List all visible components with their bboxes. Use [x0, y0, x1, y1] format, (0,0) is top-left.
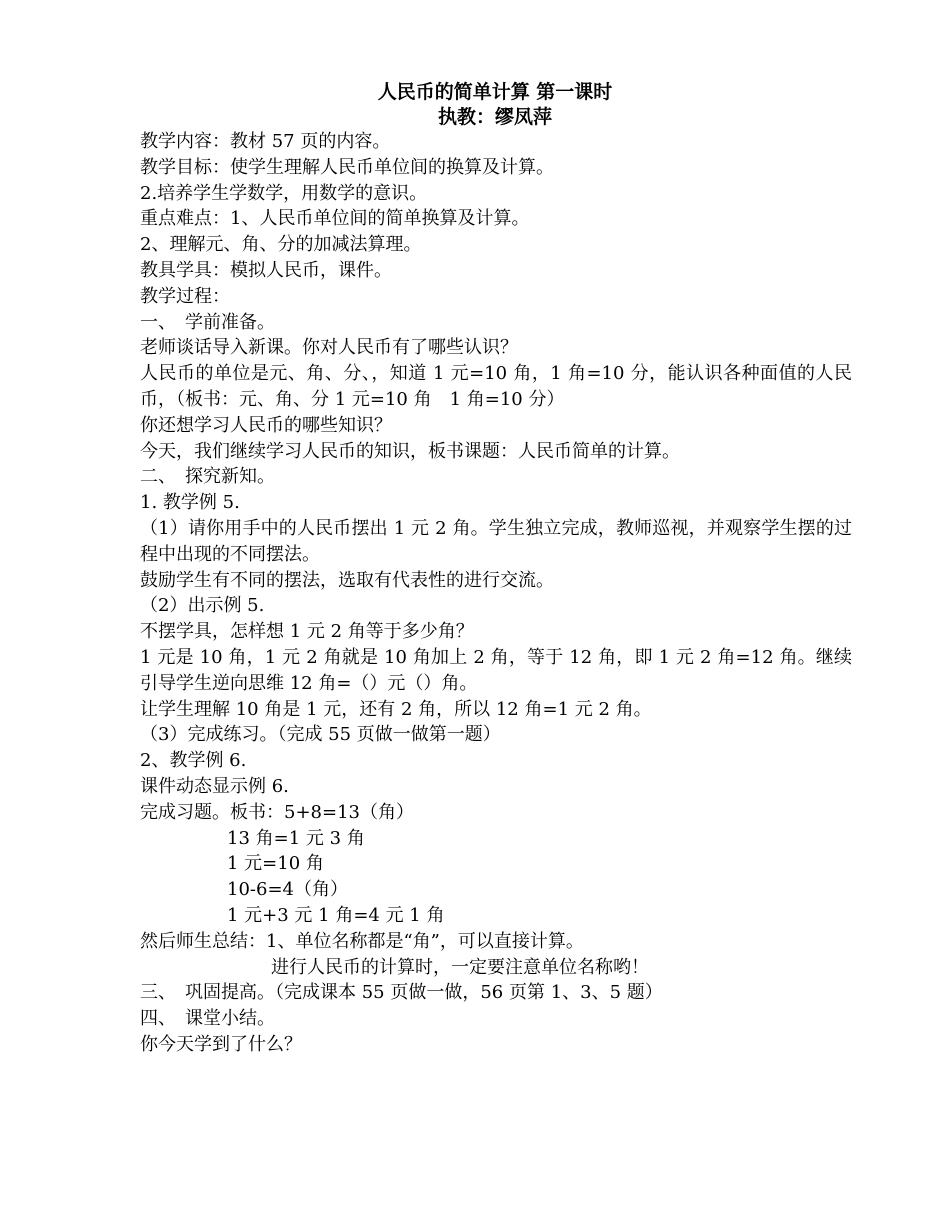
text-line: 四、 课堂小结。	[140, 1008, 275, 1030]
text-line: 你今天学到了什么？	[140, 1033, 302, 1055]
text-line: 二、 探究新知。	[140, 466, 275, 488]
document-title: 人民币的简单计算 第一课时	[377, 81, 613, 103]
text-line: 1 元=10 角	[227, 853, 324, 875]
text-line: 你还想学习人民币的哪些知识？	[140, 414, 392, 436]
text-line: 人民币的单位是元、角、分、，知道 1 元=10 角，1 角=10 分，能认识各种面值的人民币，（板书：元、角、分 1 元=10 角 1 角=10 分）	[140, 363, 852, 410]
text-line: 鼓励学生有不同的摆法，选取有代表性的进行交流。	[140, 569, 554, 591]
text-line: 课件动态显示例 6.	[140, 775, 289, 797]
teacher-name: 执教：缪凤萍	[437, 106, 552, 128]
text-line: 1 元+3 元 1 角=4 元 1 角	[227, 904, 445, 926]
text-line: 教学目标：使学生理解人民币单位间的换算及计算。	[140, 156, 554, 178]
text-line: 教具学具：模拟人民币，课件。	[140, 259, 392, 281]
text-line: 1. 教学例 5.	[140, 492, 240, 514]
text-line: （1）请你用手中的人民币摆出 1 元 2 角。学生独立完成，教师巡视，并观察学生摆的过程中出现的不同摆法。	[140, 517, 852, 565]
text-line: 一、 学前准备。	[140, 311, 275, 333]
text-line: 2、教学例 6.	[140, 750, 247, 772]
text-line: 今天，我们继续学习人民币的知识，板书课题：人民币简单的计算。	[140, 440, 680, 462]
text-line: 10-6=4（角）	[227, 879, 348, 901]
text-line: 1 元是 10 角，1 元 2 角就是 10 角加上 2 角，等于 12 角，即 1 元 2 角=12 角。继续引导学生逆向思维 12 角=（）元（）角。	[140, 646, 852, 694]
text-line: （3）完成练习。（完成 55 页做一做第一题）	[140, 724, 501, 746]
text-line: 不摆学具，怎样想 1 元 2 角等于多少角？	[140, 621, 474, 643]
text-line: 然后师生总结：1、单位名称都是“角”，可以直接计算。	[140, 930, 584, 952]
text-line: 完成习题。板书：5+8=13（角）	[140, 801, 414, 823]
text-line: 进行人民币的计算时，一定要注意单位名称哟！	[271, 956, 649, 978]
text-line: 2.培养学生学数学，用数学的意识。	[140, 182, 428, 204]
text-line: 13 角=1 元 3 角	[227, 827, 365, 849]
text-line: 教学过程：	[140, 285, 230, 307]
lesson-body	[140, 129, 852, 1058]
text-line: （2）出示例 5.	[140, 595, 265, 617]
text-line: 三、 巩固提高。（完成课本 55 页做一做，56 页第 1、3、5 题）	[140, 982, 663, 1004]
text-line: 让学生理解 10 角是 1 元，还有 2 角，所以 12 角=1 元 2 角。	[140, 698, 652, 720]
text-line: 老师谈话导入新课。你对人民币有了哪些认识？	[140, 337, 518, 359]
text-line: 重点难点：1、人民币单位间的简单换算及计算。	[140, 208, 530, 230]
text-line: 教学内容：教材 57 页的内容。	[140, 131, 391, 152]
text-line: 2、理解元、角、分的加减法算理。	[140, 234, 422, 256]
